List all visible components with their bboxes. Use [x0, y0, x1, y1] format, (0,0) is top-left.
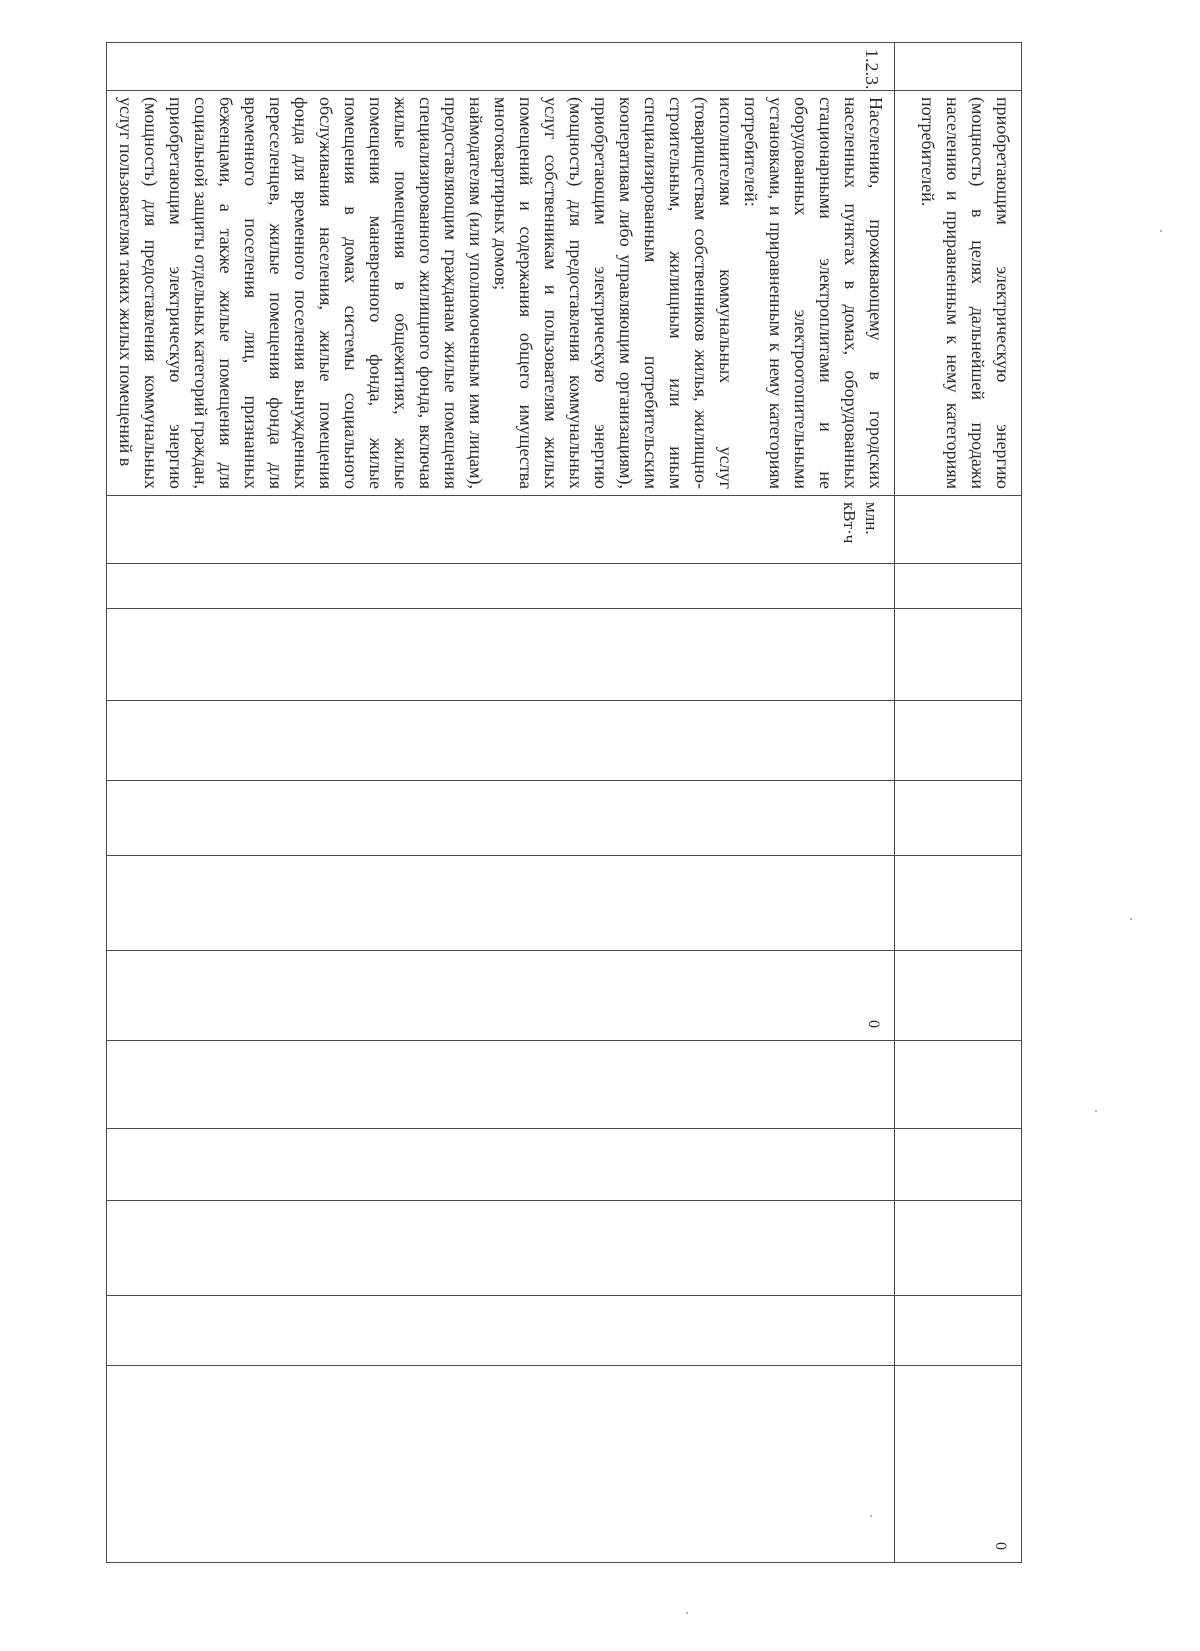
- row-description: [107, 91, 895, 496]
- value-cell: [895, 1129, 1022, 1201]
- value-cell: [107, 609, 895, 701]
- value-cell: [895, 701, 1022, 781]
- value-cell: [895, 856, 1022, 951]
- scan-speck: [686, 1612, 688, 1614]
- value-cell: [895, 564, 1022, 609]
- value-cell: [895, 1296, 1022, 1366]
- value-cell: [107, 856, 895, 951]
- scan-speck: [1130, 918, 1132, 920]
- unit-cell: млн. кВт·ч: [107, 496, 895, 564]
- data-table: [106, 42, 1022, 1563]
- description-paragraph: Населению, проживающему в городских населенных пунктах в домах, оборудованных стационарными электроплитами и не оборудованных электроотопительными установками, и приравненным к нему категориям потребителей:: [741, 97, 886, 489]
- description-text: приобретающим электрическую энергию (мощность) в целях дальнейшей продажи населению и приравненным к нему категориям потребителей.: [918, 97, 1013, 489]
- scan-speck: [870, 1515, 872, 1517]
- value-cell: [107, 1201, 895, 1296]
- row-number: 1.2.3.: [107, 43, 895, 91]
- value-cell: [107, 1296, 895, 1366]
- value-cell: [895, 1201, 1022, 1296]
- value-cell: 0: [107, 951, 895, 1041]
- value-cell: [107, 1041, 895, 1129]
- row-description: [895, 91, 1022, 496]
- table-row: [107, 43, 895, 1563]
- value-cell: 0: [895, 1366, 1022, 1563]
- value-cell: [107, 781, 895, 856]
- value-cell: [895, 1041, 1022, 1129]
- value-cell: [107, 564, 895, 609]
- value-cell: [107, 1366, 895, 1563]
- unit-cell: [895, 496, 1022, 564]
- value-cell: [107, 1129, 895, 1201]
- description-paragraph: наймодателям (или уполномоченным ими лицам), предоставляющим гражданам жилые помещения специализированного жилищного фонда, включая жилые помещения в общежитиях, жилые помещения маневренного фонда, жилые помещения в домах системы социального обслуживания населения, жилые помещения фонда для временного поселения вынужденных переселенцев, жилые помещения фонда для временного поселения лиц, признанных беженцами, а также жилые помещения для социальной защиты отдельных категорий граждан, приобретающим электрическую энергию (мощность) для предоставления коммунальных услуг пользователям таких жилых помещений в: [116, 97, 486, 490]
- row-number: [895, 43, 1022, 91]
- value-cell: [895, 781, 1022, 856]
- scan-speck: [1095, 1110, 1097, 1112]
- scan-speck: [1160, 230, 1162, 232]
- value-cell: [895, 951, 1022, 1041]
- rotated-table-sheet: [116, 42, 1022, 1550]
- value-cell: [107, 701, 895, 781]
- value-cell: [895, 609, 1022, 701]
- description-paragraph: исполнителям коммунальных услуг (товариществам собственников жилья, жилищно-строительным, жилищным или иным специализированным потребительским кооперативам либо управляющим организациям), приобретающим электрическую энергию (мощность) для предоставления коммунальных услуг собственникам и пользователям жилых помещений и содержания общего имущества многоквартирных домов;: [491, 97, 736, 489]
- table-row: [895, 43, 1022, 1563]
